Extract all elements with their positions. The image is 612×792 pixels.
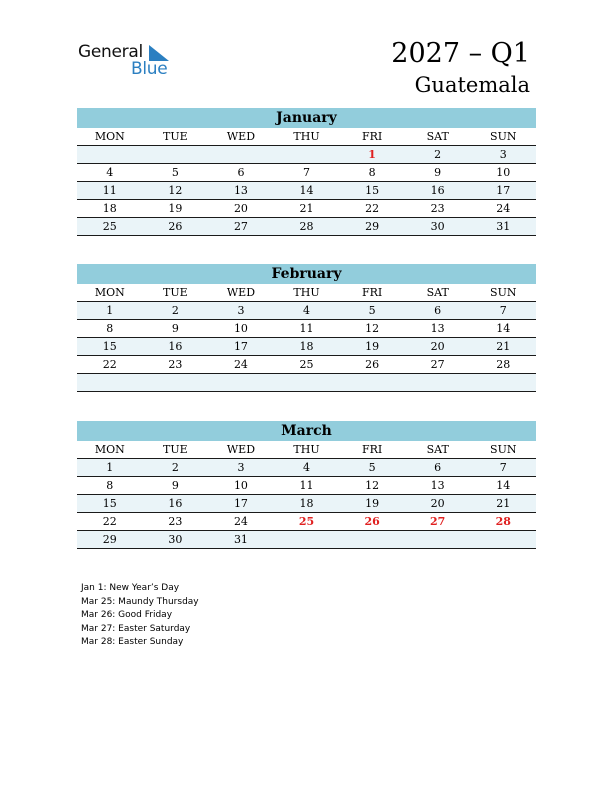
day-cell: 14: [496, 322, 511, 335]
week-row: [77, 182, 536, 200]
week-row: [77, 374, 536, 392]
day-cell: 30: [168, 533, 183, 546]
day-cell: 25: [299, 358, 314, 371]
day-cell: 3: [237, 304, 245, 317]
day-cell: 7: [499, 304, 507, 317]
logo-blue: Blue: [131, 59, 168, 79]
day-cell: [208, 146, 274, 163]
day-cell: 23: [168, 515, 183, 528]
logo: [78, 42, 188, 82]
weekday-label: THU: [293, 286, 320, 299]
weekday-label: FRI: [361, 286, 383, 299]
weekday-label: TUE: [163, 130, 188, 143]
day-cell: 19: [365, 497, 380, 510]
day-cell: 12: [365, 479, 380, 492]
day-cell: 10: [233, 322, 248, 335]
month-header: March: [77, 421, 536, 441]
weekday-row: [77, 128, 536, 146]
week-row: [77, 320, 536, 338]
week-row: [77, 356, 536, 374]
day-cell: 2: [434, 148, 442, 161]
day-cell: 6: [434, 461, 442, 474]
day-cell: 3: [499, 148, 507, 161]
day-cell: [405, 374, 471, 391]
day-cell: 9: [434, 166, 442, 179]
day-cell: 27: [430, 515, 446, 528]
weekday-label: FRI: [361, 130, 383, 143]
day-cell: 22: [102, 358, 117, 371]
day-cell: 16: [168, 497, 183, 510]
day-cell: [405, 531, 471, 548]
day-cell: 17: [496, 184, 511, 197]
weekday-label: SAT: [426, 130, 449, 143]
month-february: [77, 264, 536, 392]
weekday-label: SUN: [490, 130, 517, 143]
week-row: [77, 302, 536, 320]
day-cell: 24: [233, 515, 248, 528]
day-cell: 13: [430, 479, 445, 492]
day-cell: 2: [171, 461, 179, 474]
day-cell: [274, 374, 340, 391]
week-row: [77, 338, 536, 356]
week-row: [77, 477, 536, 495]
day-cell: 22: [102, 515, 117, 528]
day-cell: 5: [368, 304, 376, 317]
day-cell: 20: [430, 340, 445, 353]
weekday-label: THU: [293, 130, 320, 143]
day-cell: [470, 374, 536, 391]
day-cell: 9: [171, 322, 179, 335]
month-header: January: [77, 108, 536, 128]
day-cell: 4: [303, 461, 311, 474]
country-name: Guatemala: [414, 73, 530, 97]
day-cell: 12: [168, 184, 183, 197]
day-cell: 5: [368, 461, 376, 474]
day-cell: 21: [496, 340, 511, 353]
weekday-row: [77, 441, 536, 459]
day-cell: [208, 374, 274, 391]
day-cell: 26: [365, 358, 380, 371]
day-cell: 15: [102, 340, 117, 353]
day-cell: 22: [365, 202, 380, 215]
day-cell: 18: [102, 202, 117, 215]
week-row: [77, 218, 536, 236]
day-cell: [274, 146, 340, 163]
holiday-note: Mar 25: Maundy Thursday: [81, 596, 199, 607]
weekday-label: WED: [226, 130, 256, 143]
day-cell: 8: [368, 166, 376, 179]
weekday-label: SAT: [426, 286, 449, 299]
day-cell: 15: [102, 497, 117, 510]
holiday-notes: [81, 582, 199, 650]
day-cell: 20: [430, 497, 445, 510]
week-row: [77, 200, 536, 218]
day-cell: 21: [299, 202, 314, 215]
weekday-label: MON: [94, 286, 125, 299]
weekday-label: SAT: [426, 443, 449, 456]
day-cell: 27: [430, 358, 445, 371]
day-cell: [143, 374, 209, 391]
day-cell: 29: [365, 220, 380, 233]
weekday-label: FRI: [361, 443, 383, 456]
day-cell: 12: [365, 322, 380, 335]
day-cell: 29: [102, 533, 117, 546]
day-cell: 16: [430, 184, 445, 197]
week-row: [77, 164, 536, 182]
logo-general: General: [78, 42, 143, 62]
holiday-note: Mar 28: Easter Sunday: [81, 637, 184, 648]
day-cell: 23: [430, 202, 445, 215]
day-cell: 31: [496, 220, 511, 233]
day-cell: [274, 531, 340, 548]
week-row: [77, 459, 536, 477]
day-cell: [143, 146, 209, 163]
day-cell: 15: [365, 184, 380, 197]
holiday-note: Mar 26: Good Friday: [81, 610, 173, 621]
day-cell: [339, 374, 405, 391]
weekday-label: WED: [226, 286, 256, 299]
day-cell: 4: [303, 304, 311, 317]
day-cell: 6: [434, 304, 442, 317]
day-cell: 8: [106, 479, 114, 492]
day-cell: 1: [106, 304, 114, 317]
weekday-label: MON: [94, 443, 125, 456]
day-cell: 13: [233, 184, 248, 197]
month-january: [77, 108, 536, 236]
day-cell: 7: [303, 166, 311, 179]
weekday-label: THU: [293, 443, 320, 456]
day-cell: 13: [430, 322, 445, 335]
weekday-row: [77, 284, 536, 302]
week-row: [77, 513, 536, 531]
day-cell: 10: [233, 479, 248, 492]
day-cell: 28: [495, 515, 511, 528]
week-row: [77, 495, 536, 513]
day-cell: 14: [496, 479, 511, 492]
day-cell: 3: [237, 461, 245, 474]
day-cell: 30: [430, 220, 445, 233]
day-cell: [77, 146, 143, 163]
day-cell: [77, 374, 143, 391]
month-header: February: [77, 264, 536, 284]
day-cell: 28: [496, 358, 511, 371]
month-march: [77, 421, 536, 549]
day-cell: 11: [299, 479, 314, 492]
day-cell: 27: [233, 220, 248, 233]
day-cell: 2: [171, 304, 179, 317]
week-row: [77, 531, 536, 549]
day-cell: 18: [299, 340, 314, 353]
weekday-label: MON: [94, 130, 125, 143]
weekday-label: WED: [226, 443, 256, 456]
weekday-label: SUN: [490, 286, 517, 299]
day-cell: 5: [171, 166, 179, 179]
weekday-label: SUN: [490, 443, 517, 456]
holiday-note: Mar 27: Easter Saturday: [81, 623, 191, 634]
day-cell: 11: [299, 322, 314, 335]
day-cell: [339, 531, 405, 548]
day-cell: 16: [168, 340, 183, 353]
holiday-note: Jan 1: New Year’s Day: [81, 583, 180, 593]
day-cell: 31: [233, 533, 248, 546]
day-cell: 20: [233, 202, 248, 215]
week-row: [77, 146, 536, 164]
day-cell: 17: [233, 497, 248, 510]
day-cell: 25: [102, 220, 117, 233]
day-cell: 10: [496, 166, 511, 179]
day-cell: 18: [299, 497, 314, 510]
day-cell: 21: [496, 497, 511, 510]
day-cell: 4: [106, 166, 114, 179]
day-cell: 26: [168, 220, 183, 233]
day-cell: 1: [106, 461, 114, 474]
day-cell: 28: [299, 220, 314, 233]
day-cell: 6: [237, 166, 245, 179]
day-cell: 17: [233, 340, 248, 353]
day-cell: 25: [298, 515, 315, 528]
day-cell: 24: [496, 202, 511, 215]
day-cell: 8: [106, 322, 114, 335]
day-cell: 9: [171, 479, 179, 492]
weekday-label: TUE: [163, 286, 188, 299]
day-cell: 7: [499, 461, 507, 474]
day-cell: 23: [168, 358, 183, 371]
day-cell: 19: [365, 340, 380, 353]
day-cell: 19: [168, 202, 183, 215]
weekday-label: TUE: [163, 443, 188, 456]
page-title: 2027 – Q1: [391, 38, 530, 69]
day-cell: 11: [102, 184, 117, 197]
day-cell: 24: [233, 358, 248, 371]
day-cell: 14: [299, 184, 314, 197]
day-cell: [470, 531, 536, 548]
day-cell: 1: [368, 148, 376, 161]
day-cell: 26: [364, 515, 380, 528]
